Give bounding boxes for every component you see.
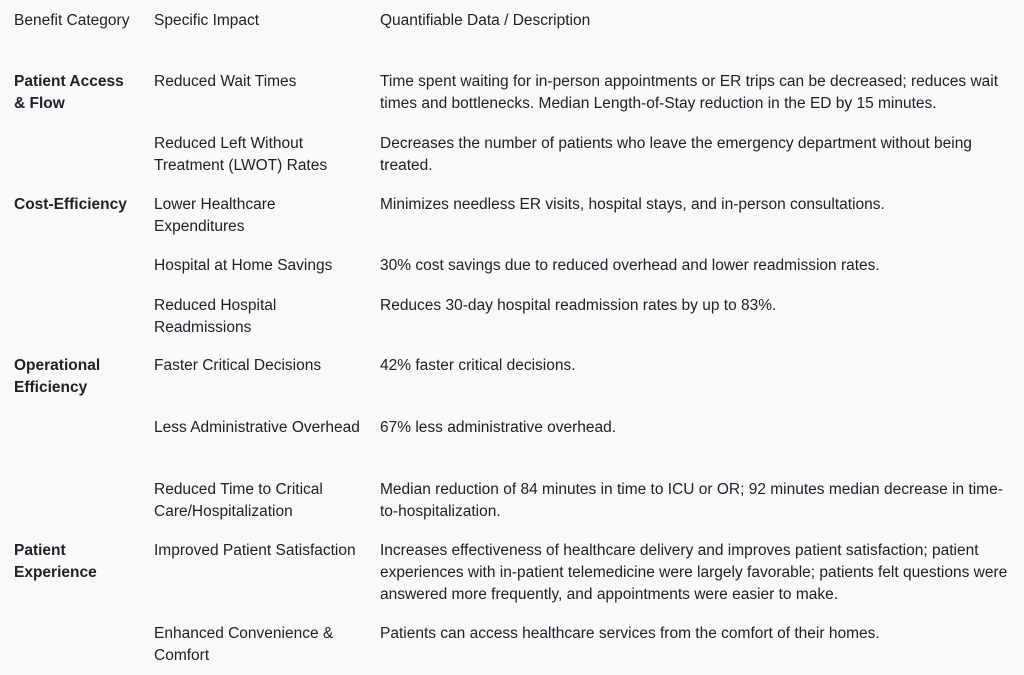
impact-cell: Improved Patient Satisfaction (154, 542, 356, 559)
category-cell: Operational Efficiency (14, 357, 101, 396)
impact-cell: Less Administrative Overhead (154, 419, 360, 436)
impact-cell: Reduced Time to Critical Care/Hospitalization (154, 481, 323, 520)
description-cell: 30% cost savings due to reduced overhead and lower readmission rates. (380, 257, 880, 274)
description-cell: 67% less administrative overhead. (380, 419, 617, 436)
impact-cell: Reduced Wait Times (154, 73, 297, 90)
impact-cell: Reduced Hospital Readmissions (154, 297, 277, 336)
header-description: Quantifiable Data / Description (380, 12, 591, 29)
category-cell: Patient Experience (14, 542, 97, 581)
category-cell: Cost-Efficiency (14, 196, 127, 213)
impact-cell: Hospital at Home Savings (154, 257, 333, 274)
description-cell: 42% faster critical decisions. (380, 357, 576, 374)
header-specific-impact: Specific Impact (154, 12, 260, 29)
description-cell: Time spent waiting for in-person appointments or ER trips can be decreased; reduces wait times and bottlenecks. Median Length-of-Stay reduction in the ED by 15 minutes. (380, 73, 999, 112)
impact-cell: Lower Healthcare Expenditures (154, 196, 276, 235)
header-benefit-category: Benefit Category (14, 12, 130, 29)
impact-cell: Reduced Left Without Treatment (LWOT) Rates (154, 135, 328, 174)
impact-cell: Faster Critical Decisions (154, 357, 322, 374)
description-cell: Decreases the number of patients who leave the emergency department without being treated. (380, 135, 972, 174)
description-cell: Increases effectiveness of healthcare delivery and improves patient satisfaction; patient experiences with in-patient telemedicine were largely favorable; patients felt questions were answered more frequently, and appointments were easier to make. (380, 542, 1008, 603)
category-cell: Patient Access & Flow (14, 73, 124, 112)
description-cell: Reduces 30-day hospital readmission rates by up to 83%. (380, 297, 777, 314)
description-cell: Patients can access healthcare services from the comfort of their homes. (380, 625, 880, 642)
description-cell: Minimizes needless ER visits, hospital stays, and in-person consultations. (380, 196, 885, 213)
impact-cell: Enhanced Convenience & Comfort (154, 625, 334, 664)
description-cell: Median reduction of 84 minutes in time to ICU or OR; 92 minutes median decrease in time-to-hospitalization. (380, 481, 1003, 520)
